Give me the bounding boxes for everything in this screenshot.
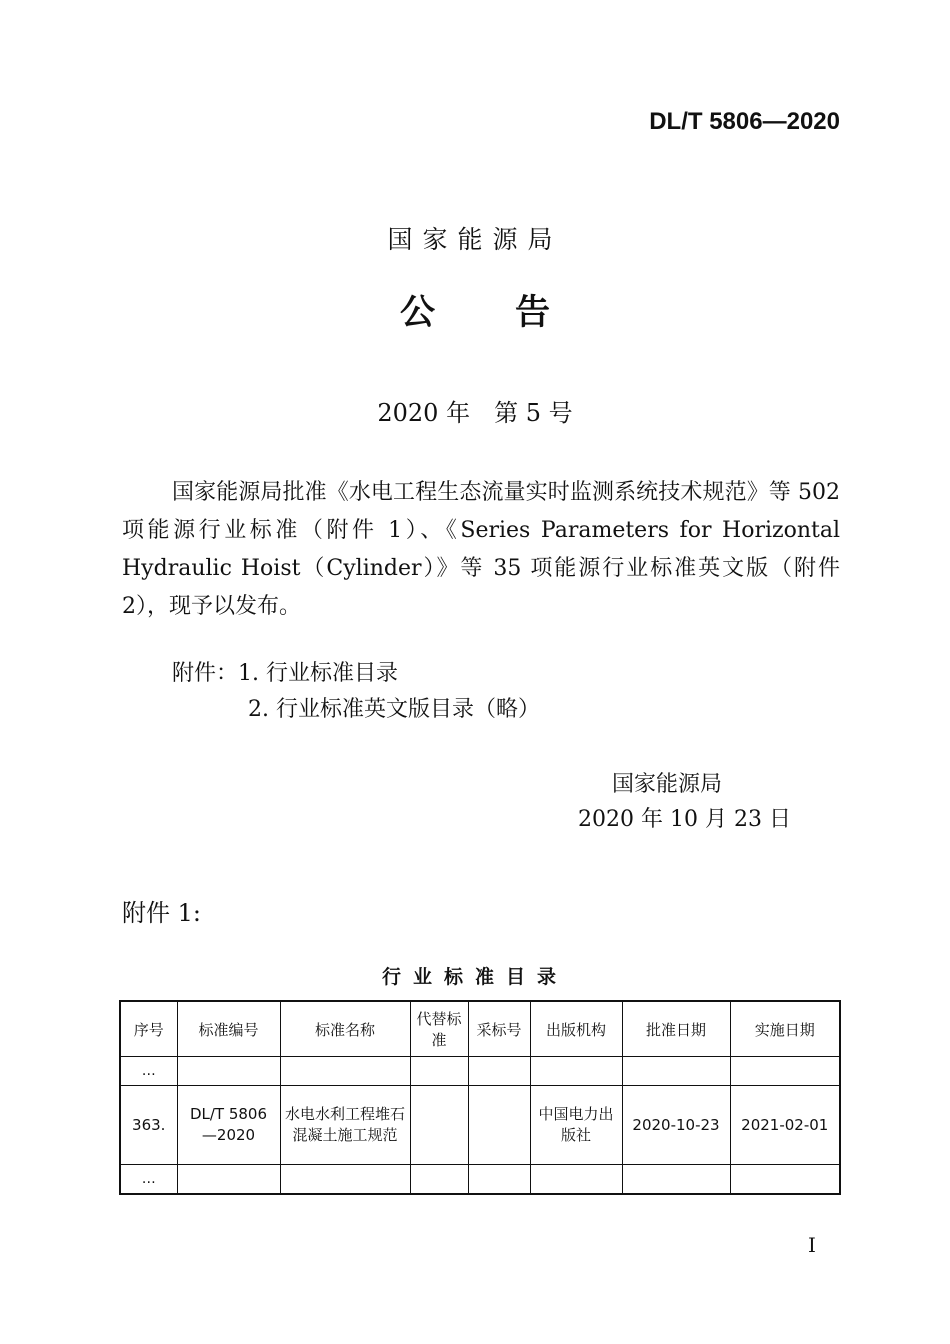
- notice-body: 国家能源局批准《水电工程生态流量实时监测系统技术规范》等 502 项能源行业标准（附件 1）、《Series Parameters for Horizontal Hydraulic Hoist（Cylinder）》等 35 项能源行业标准英文版（附件 2），现予以发布。: [122, 480, 840, 619]
- col-header-effective-date: 实施日期: [730, 1001, 840, 1057]
- col-header-approve-date: 批准日期: [622, 1001, 730, 1057]
- table-row-ellipsis-top: [120, 1057, 840, 1086]
- col-header-publisher: 出版机构: [530, 1001, 622, 1057]
- signature-date: 2020 年 10 月 23 日: [578, 807, 791, 832]
- notice-number: 2020 年 第 5 号: [377, 399, 573, 427]
- cell-name: 水电水利工程堆石混凝土施工规范: [280, 1086, 410, 1165]
- attachment-list-2: 2. 行业标准英文版目录（略）: [248, 697, 540, 722]
- col-header-seq: 序号: [120, 1001, 177, 1057]
- notice-title: 公告: [399, 293, 630, 333]
- signature-agency: 国家能源局: [612, 772, 723, 797]
- cell-code: DL/T 5806 —2020: [177, 1086, 280, 1165]
- cell-approve-date: 2020-10-23: [622, 1086, 730, 1165]
- col-header-replaces: 代替标准: [410, 1001, 468, 1057]
- page-number: I: [808, 1233, 816, 1257]
- document-code: DL/T 5806—2020: [649, 108, 840, 135]
- table-row-ellipsis-bottom: [120, 1165, 840, 1195]
- col-header-code: 标准编号: [177, 1001, 280, 1057]
- table-header-row: [120, 1001, 840, 1057]
- col-header-name: 标准名称: [280, 1001, 410, 1057]
- cell-adopted: [468, 1086, 530, 1165]
- table-row: [120, 1086, 840, 1165]
- cell-replaces: [410, 1086, 468, 1165]
- cell-effective-date: 2021-02-01: [730, 1086, 840, 1165]
- attachment-list-1: 附件：1. 行业标准目录: [172, 661, 398, 686]
- ellipsis-cell: …: [120, 1165, 177, 1195]
- standards-table: [119, 1000, 841, 1195]
- ellipsis-cell: …: [120, 1057, 177, 1086]
- col-header-adopted: 采标号: [468, 1001, 530, 1057]
- cell-seq: 363.: [120, 1086, 177, 1165]
- cell-publisher: 中国电力出版社: [530, 1086, 622, 1165]
- table-title: 行业标准目录: [381, 966, 568, 988]
- appendix-label: 附件 1:: [122, 899, 201, 927]
- issuing-agency-heading: 国家能源局: [387, 225, 563, 254]
